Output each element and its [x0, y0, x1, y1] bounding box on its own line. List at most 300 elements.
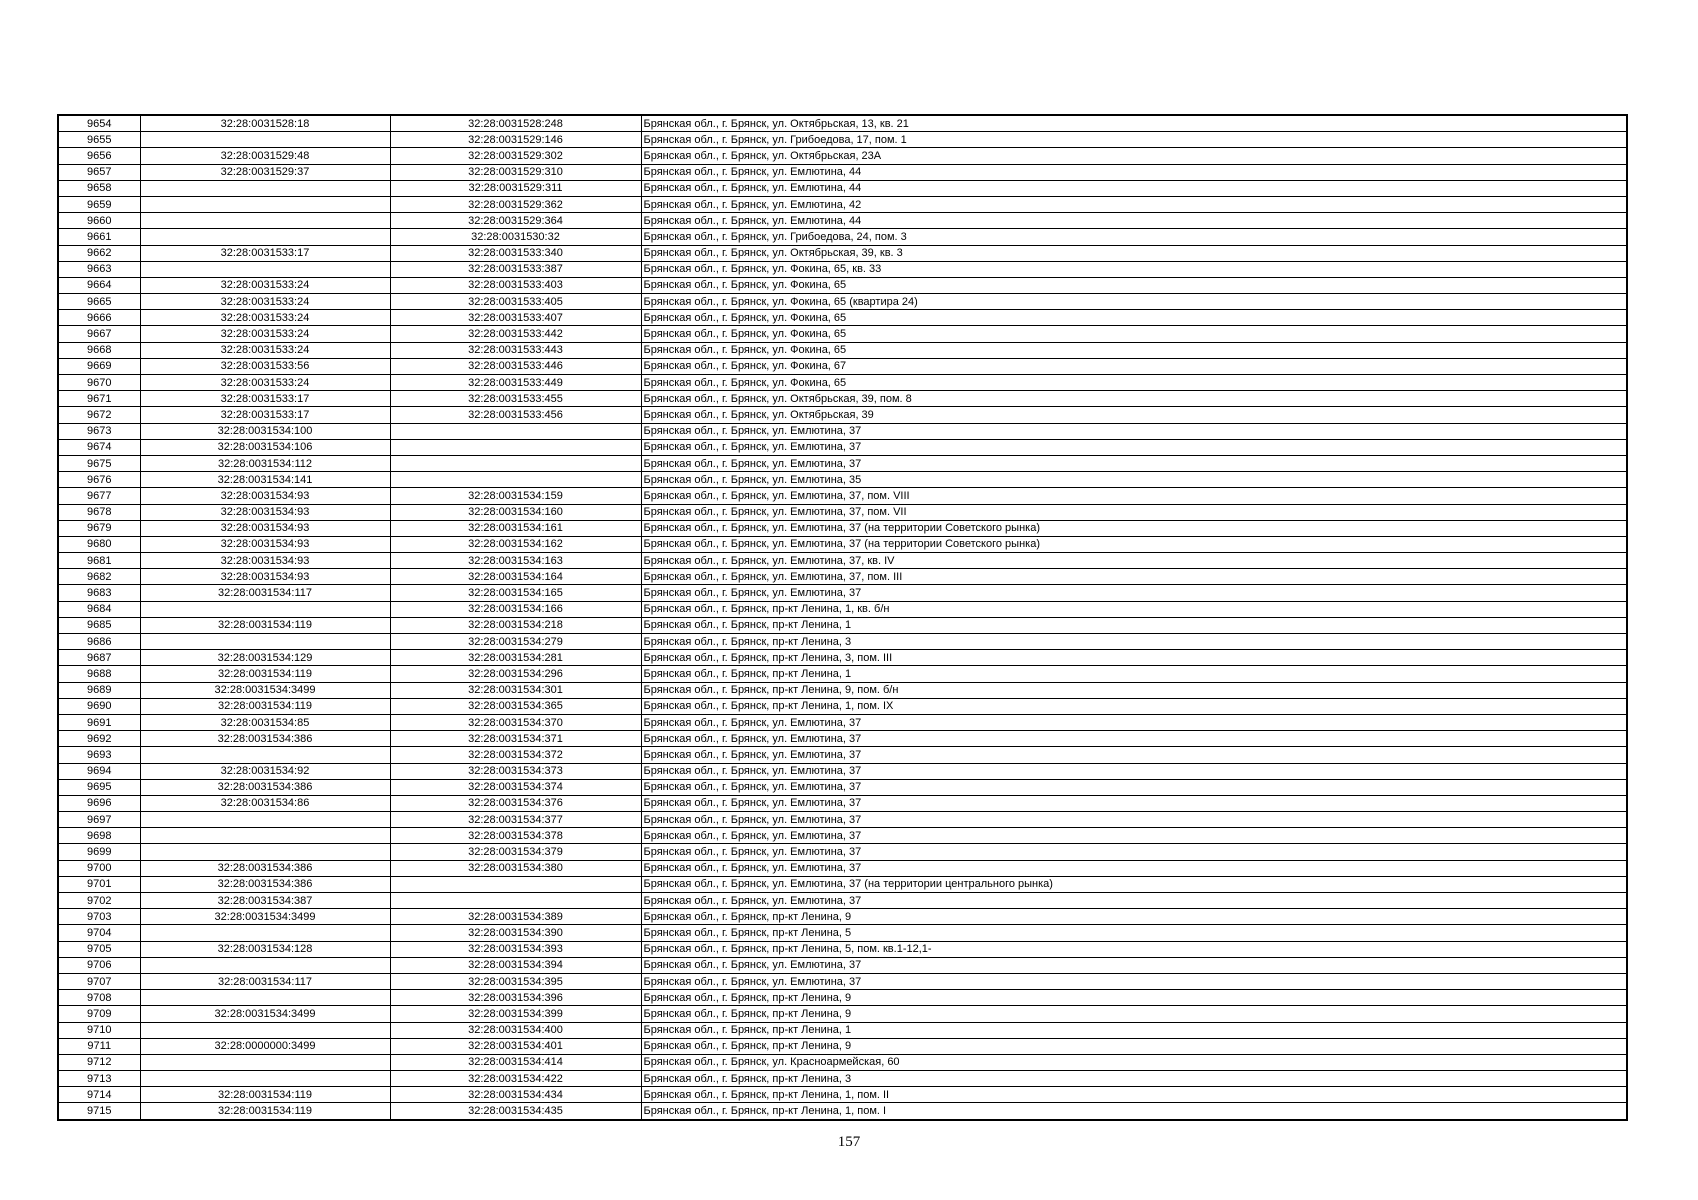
table-row — [58, 407, 1627, 423]
parent-cadastral-number-cell: 32:28:0031533:56 — [140, 358, 390, 374]
parent-cadastral-number-cell: 32:28:0031534:106 — [140, 439, 390, 455]
row-number-cell: 9702 — [58, 893, 140, 909]
cadastral-number-cell — [390, 439, 641, 455]
row-number-cell: 9714 — [58, 1087, 140, 1103]
row-number-cell: 9664 — [58, 277, 140, 293]
row-number-cell: 9690 — [58, 698, 140, 714]
row-number-cell: 9695 — [58, 779, 140, 795]
cadastral-number-cell: 32:28:0031534:379 — [390, 844, 641, 860]
cadastral-number-cell: 32:28:0031533:405 — [390, 294, 641, 310]
table-row — [58, 893, 1627, 909]
cadastral-number-cell: 32:28:0031533:443 — [390, 342, 641, 358]
row-number-cell: 9672 — [58, 407, 140, 423]
parent-cadastral-number-cell — [140, 812, 390, 828]
row-number-cell: 9660 — [58, 213, 140, 229]
cadastral-number-cell: 32:28:0031533:403 — [390, 277, 641, 293]
row-number-cell: 9681 — [58, 553, 140, 569]
address-cell: Брянская обл., г. Брянск, ул. Емлютина, 37 — [641, 957, 1627, 973]
row-number-cell: 9711 — [58, 1038, 140, 1054]
parent-cadastral-number-cell: 32:28:0031534:128 — [140, 941, 390, 957]
address-cell: Брянская обл., г. Брянск, ул. Емлютина, 44 — [641, 164, 1627, 180]
address-cell: Брянская обл., г. Брянск, ул. Емлютина, 37 — [641, 439, 1627, 455]
row-number-cell: 9693 — [58, 747, 140, 763]
parent-cadastral-number-cell: 32:28:0031534:119 — [140, 617, 390, 633]
cadastral-number-cell: 32:28:0031534:281 — [390, 650, 641, 666]
parent-cadastral-number-cell: 32:28:0031529:37 — [140, 164, 390, 180]
address-cell: Брянская обл., г. Брянск, ул. Емлютина, 35 — [641, 472, 1627, 488]
parent-cadastral-number-cell: 32:28:0031534:93 — [140, 553, 390, 569]
cadastral-number-cell: 32:28:0031534:376 — [390, 795, 641, 811]
parent-cadastral-number-cell — [140, 925, 390, 941]
parent-cadastral-number-cell — [140, 132, 390, 148]
table-row — [58, 957, 1627, 973]
table-row — [58, 650, 1627, 666]
table-row — [58, 1038, 1627, 1054]
parent-cadastral-number-cell: 32:28:0031534:112 — [140, 455, 390, 471]
parent-cadastral-number-cell — [140, 213, 390, 229]
cadastral-number-cell: 32:28:0031534:393 — [390, 941, 641, 957]
parent-cadastral-number-cell — [140, 601, 390, 617]
table-row — [58, 763, 1627, 779]
parent-cadastral-number-cell: 32:28:0031534:92 — [140, 763, 390, 779]
parent-cadastral-number-cell: 32:28:0031534:86 — [140, 795, 390, 811]
row-number-cell: 9703 — [58, 909, 140, 925]
table-row — [58, 973, 1627, 989]
cadastral-number-cell: 32:28:0031528:248 — [390, 115, 641, 132]
address-cell: Брянская обл., г. Брянск, ул. Емлютина, 37 — [641, 585, 1627, 601]
row-number-cell: 9675 — [58, 455, 140, 471]
parent-cadastral-number-cell — [140, 990, 390, 1006]
cadastral-number-cell: 32:28:0031534:377 — [390, 812, 641, 828]
address-cell: Брянская обл., г. Брянск, ул. Емлютина, 37, пом. VIII — [641, 488, 1627, 504]
parent-cadastral-number-cell: 32:28:0031533:24 — [140, 342, 390, 358]
parent-cadastral-number-cell — [140, 1054, 390, 1070]
table-row — [58, 261, 1627, 277]
address-cell: Брянская обл., г. Брянск, пр-кт Ленина, 1 — [641, 1022, 1627, 1038]
cadastral-number-cell: 32:28:0031534:279 — [390, 634, 641, 650]
table-row — [58, 326, 1627, 342]
cadastral-number-cell: 32:28:0031533:446 — [390, 358, 641, 374]
cadastral-number-cell: 32:28:0031534:378 — [390, 828, 641, 844]
cadastral-number-cell: 32:28:0031529:146 — [390, 132, 641, 148]
cadastral-number-cell: 32:28:0031534:161 — [390, 520, 641, 536]
parent-cadastral-number-cell: 32:28:0031534:93 — [140, 569, 390, 585]
cadastral-number-cell: 32:28:0031534:394 — [390, 957, 641, 973]
parent-cadastral-number-cell: 32:28:0031534:119 — [140, 666, 390, 682]
cadastral-number-cell: 32:28:0031533:456 — [390, 407, 641, 423]
parent-cadastral-number-cell — [140, 180, 390, 196]
table-row — [58, 488, 1627, 504]
table-row — [58, 909, 1627, 925]
address-cell: Брянская обл., г. Брянск, ул. Фокина, 65 (квартира 24) — [641, 294, 1627, 310]
table-row — [58, 714, 1627, 730]
cadastral-number-cell: 32:28:0031534:218 — [390, 617, 641, 633]
table-row — [58, 844, 1627, 860]
address-cell: Брянская обл., г. Брянск, ул. Емлютина, 44 — [641, 180, 1627, 196]
table-row — [58, 779, 1627, 795]
parent-cadastral-number-cell: 32:28:0031528:18 — [140, 115, 390, 132]
cadastral-number-cell: 32:28:0031534:160 — [390, 504, 641, 520]
row-number-cell: 9666 — [58, 310, 140, 326]
table-row — [58, 115, 1627, 132]
parent-cadastral-number-cell: 32:28:0031533:24 — [140, 326, 390, 342]
cadastral-number-cell: 32:28:0031534:380 — [390, 860, 641, 876]
parent-cadastral-number-cell: 32:28:0031534:386 — [140, 860, 390, 876]
parent-cadastral-number-cell — [140, 1071, 390, 1087]
parent-cadastral-number-cell: 32:28:0031534:100 — [140, 423, 390, 439]
table-row — [58, 1071, 1627, 1087]
table-row — [58, 342, 1627, 358]
table-row — [58, 1054, 1627, 1070]
cadastral-number-cell: 32:28:0031534:372 — [390, 747, 641, 763]
cadastral-number-cell: 32:28:0031534:165 — [390, 585, 641, 601]
parent-cadastral-number-cell: 32:28:0031529:48 — [140, 148, 390, 164]
address-cell: Брянская обл., г. Брянск, ул. Емлютина, 37 (на территории Советского рынка) — [641, 536, 1627, 552]
parent-cadastral-number-cell: 32:28:0031534:3499 — [140, 909, 390, 925]
row-number-cell: 9670 — [58, 375, 140, 391]
table-row — [58, 569, 1627, 585]
parent-cadastral-number-cell: 32:28:0031534:141 — [140, 472, 390, 488]
row-number-cell: 9694 — [58, 763, 140, 779]
cadastral-number-cell — [390, 423, 641, 439]
address-cell: Брянская обл., г. Брянск, пр-кт Ленина, 5, пом. кв.1-12,1- — [641, 941, 1627, 957]
address-cell: Брянская обл., г. Брянск, ул. Фокина, 65, кв. 33 — [641, 261, 1627, 277]
table-row — [58, 245, 1627, 261]
cadastral-number-cell: 32:28:0031533:387 — [390, 261, 641, 277]
address-cell: Брянская обл., г. Брянск, пр-кт Ленина, 9 — [641, 909, 1627, 925]
address-cell: Брянская обл., г. Брянск, ул. Емлютина, 37 — [641, 844, 1627, 860]
address-cell: Брянская обл., г. Брянск, пр-кт Ленина, 1, пом. IX — [641, 698, 1627, 714]
table-row — [58, 294, 1627, 310]
table-row — [58, 277, 1627, 293]
address-cell: Брянская обл., г. Брянск, пр-кт Ленина, 1, пом. II — [641, 1087, 1627, 1103]
row-number-cell: 9661 — [58, 229, 140, 245]
cadastral-number-cell: 32:28:0031534:395 — [390, 973, 641, 989]
table-row — [58, 310, 1627, 326]
cadastral-number-cell: 32:28:0031534:422 — [390, 1071, 641, 1087]
parent-cadastral-number-cell — [140, 957, 390, 973]
row-number-cell: 9665 — [58, 294, 140, 310]
address-cell: Брянская обл., г. Брянск, ул. Емлютина, 37 — [641, 731, 1627, 747]
cadastral-number-cell: 32:28:0031534:390 — [390, 925, 641, 941]
cadastral-number-cell: 32:28:0031534:389 — [390, 909, 641, 925]
cadastral-number-cell: 32:28:0031533:407 — [390, 310, 641, 326]
table-row — [58, 520, 1627, 536]
table-row — [58, 860, 1627, 876]
row-number-cell: 9691 — [58, 714, 140, 730]
table-row — [58, 148, 1627, 164]
parent-cadastral-number-cell — [140, 828, 390, 844]
address-cell: Брянская обл., г. Брянск, ул. Красноармейская, 60 — [641, 1054, 1627, 1070]
row-number-cell: 9700 — [58, 860, 140, 876]
table-row — [58, 472, 1627, 488]
address-cell: Брянская обл., г. Брянск, ул. Емлютина, 37 — [641, 779, 1627, 795]
address-cell: Брянская обл., г. Брянск, ул. Октябрьская, 39, кв. 3 — [641, 245, 1627, 261]
table-row — [58, 391, 1627, 407]
table-row — [58, 585, 1627, 601]
address-cell: Брянская обл., г. Брянск, ул. Емлютина, 37 (на территории Советского рынка) — [641, 520, 1627, 536]
address-cell: Брянская обл., г. Брянск, ул. Емлютина, 37 — [641, 763, 1627, 779]
table-row — [58, 601, 1627, 617]
parent-cadastral-number-cell: 32:28:0031534:386 — [140, 779, 390, 795]
row-number-cell: 9715 — [58, 1103, 140, 1120]
table-row — [58, 795, 1627, 811]
table-row — [58, 423, 1627, 439]
row-number-cell: 9679 — [58, 520, 140, 536]
parent-cadastral-number-cell: 32:28:0031534:93 — [140, 536, 390, 552]
parent-cadastral-number-cell: 32:28:0031534:93 — [140, 504, 390, 520]
row-number-cell: 9704 — [58, 925, 140, 941]
parent-cadastral-number-cell: 32:28:0031534:386 — [140, 731, 390, 747]
row-number-cell: 9657 — [58, 164, 140, 180]
parent-cadastral-number-cell: 32:28:0031534:3499 — [140, 1006, 390, 1022]
cadastral-number-cell: 32:28:0031534:414 — [390, 1054, 641, 1070]
cadastral-number-cell: 32:28:0031534:435 — [390, 1103, 641, 1120]
parent-cadastral-number-cell: 32:28:0031533:17 — [140, 391, 390, 407]
table-row — [58, 164, 1627, 180]
table-row — [58, 925, 1627, 941]
row-number-cell: 9686 — [58, 634, 140, 650]
row-number-cell: 9673 — [58, 423, 140, 439]
row-number-cell: 9692 — [58, 731, 140, 747]
row-number-cell: 9671 — [58, 391, 140, 407]
table-row — [58, 698, 1627, 714]
cadastral-number-cell: 32:28:0031534:401 — [390, 1038, 641, 1054]
address-cell: Брянская обл., г. Брянск, ул. Емлютина, 37 — [641, 747, 1627, 763]
parent-cadastral-number-cell: 32:28:0031533:17 — [140, 245, 390, 261]
address-cell: Брянская обл., г. Брянск, ул. Емлютина, 37 — [641, 714, 1627, 730]
row-number-cell: 9713 — [58, 1071, 140, 1087]
parent-cadastral-number-cell: 32:28:0031534:117 — [140, 973, 390, 989]
address-cell: Брянская обл., г. Брянск, ул. Емлютина, 37 — [641, 828, 1627, 844]
parent-cadastral-number-cell: 32:28:0031534:386 — [140, 876, 390, 892]
cadastral-number-cell: 32:28:0031534:370 — [390, 714, 641, 730]
row-number-cell: 9655 — [58, 132, 140, 148]
address-cell: Брянская обл., г. Брянск, пр-кт Ленина, 9, пом. б/н — [641, 682, 1627, 698]
cadastral-number-cell — [390, 876, 641, 892]
cadastral-number-cell: 32:28:0031534:365 — [390, 698, 641, 714]
row-number-cell: 9654 — [58, 115, 140, 132]
address-cell: Брянская обл., г. Брянск, ул. Емлютина, 37 — [641, 973, 1627, 989]
parent-cadastral-number-cell — [140, 1022, 390, 1038]
row-number-cell: 9680 — [58, 536, 140, 552]
address-cell: Брянская обл., г. Брянск, ул. Октябрьская, 39, пом. 8 — [641, 391, 1627, 407]
row-number-cell: 9689 — [58, 682, 140, 698]
parent-cadastral-number-cell: 32:28:0031533:24 — [140, 294, 390, 310]
cadastral-number-cell: 32:28:0031534:434 — [390, 1087, 641, 1103]
table-row — [58, 617, 1627, 633]
address-cell: Брянская обл., г. Брянск, пр-кт Ленина, 5 — [641, 925, 1627, 941]
row-number-cell: 9663 — [58, 261, 140, 277]
table-row — [58, 1103, 1627, 1120]
row-number-cell: 9677 — [58, 488, 140, 504]
cadastral-number-cell: 32:28:0031534:373 — [390, 763, 641, 779]
row-number-cell: 9656 — [58, 148, 140, 164]
table-row — [58, 375, 1627, 391]
row-number-cell: 9696 — [58, 795, 140, 811]
parent-cadastral-number-cell — [140, 229, 390, 245]
cadastral-number-cell: 32:28:0031529:362 — [390, 196, 641, 212]
row-number-cell: 9699 — [58, 844, 140, 860]
address-cell: Брянская обл., г. Брянск, пр-кт Ленина, 3 — [641, 634, 1627, 650]
table-row — [58, 941, 1627, 957]
row-number-cell: 9685 — [58, 617, 140, 633]
cadastral-number-cell: 32:28:0031534:296 — [390, 666, 641, 682]
address-cell: Брянская обл., г. Брянск, ул. Фокина, 65 — [641, 342, 1627, 358]
address-cell: Брянская обл., г. Брянск, пр-кт Ленина, 3, пом. III — [641, 650, 1627, 666]
cadastral-number-cell: 32:28:0031534:374 — [390, 779, 641, 795]
table-row — [58, 455, 1627, 471]
address-cell: Брянская обл., г. Брянск, ул. Емлютина, 37 (на территории центрального рынка) — [641, 876, 1627, 892]
table-row — [58, 439, 1627, 455]
address-cell: Брянская обл., г. Брянск, ул. Емлютина, 37 — [641, 893, 1627, 909]
table-row — [58, 990, 1627, 1006]
parent-cadastral-number-cell — [140, 634, 390, 650]
parent-cadastral-number-cell: 32:28:0031533:24 — [140, 310, 390, 326]
table-row — [58, 504, 1627, 520]
address-cell: Брянская обл., г. Брянск, ул. Октябрьская, 39 — [641, 407, 1627, 423]
cadastral-number-cell: 32:28:0031534:371 — [390, 731, 641, 747]
address-cell: Брянская обл., г. Брянск, ул. Октябрьская, 23А — [641, 148, 1627, 164]
parent-cadastral-number-cell: 32:28:0031533:24 — [140, 375, 390, 391]
address-cell: Брянская обл., г. Брянск, пр-кт Ленина, 1 — [641, 666, 1627, 682]
cadastral-number-cell: 32:28:0031533:442 — [390, 326, 641, 342]
address-cell: Брянская обл., г. Брянск, ул. Емлютина, 37 — [641, 860, 1627, 876]
table-row — [58, 1087, 1627, 1103]
address-cell: Брянская обл., г. Брянск, ул. Фокина, 65 — [641, 375, 1627, 391]
cadastral-number-cell — [390, 893, 641, 909]
row-number-cell: 9674 — [58, 439, 140, 455]
address-cell: Брянская обл., г. Брянск, ул. Фокина, 65 — [641, 326, 1627, 342]
row-number-cell: 9683 — [58, 585, 140, 601]
address-cell: Брянская обл., г. Брянск, ул. Емлютина, 37 — [641, 455, 1627, 471]
address-cell: Брянская обл., г. Брянск, ул. Фокина, 65 — [641, 310, 1627, 326]
cadastral-number-cell: 32:28:0031529:311 — [390, 180, 641, 196]
cadastral-number-cell: 32:28:0031534:159 — [390, 488, 641, 504]
table-row — [58, 828, 1627, 844]
row-number-cell: 9684 — [58, 601, 140, 617]
cadastral-number-cell: 32:28:0031533:449 — [390, 375, 641, 391]
address-cell: Брянская обл., г. Брянск, ул. Октябрьская, 13, кв. 21 — [641, 115, 1627, 132]
table-row — [58, 666, 1627, 682]
parent-cadastral-number-cell: 32:28:0031534:119 — [140, 1087, 390, 1103]
parent-cadastral-number-cell — [140, 747, 390, 763]
address-cell: Брянская обл., г. Брянск, ул. Емлютина, 44 — [641, 213, 1627, 229]
parent-cadastral-number-cell: 32:28:0031533:24 — [140, 277, 390, 293]
cadastral-number-cell: 32:28:0031534:162 — [390, 536, 641, 552]
table-row — [58, 553, 1627, 569]
row-number-cell: 9688 — [58, 666, 140, 682]
address-cell: Брянская обл., г. Брянск, ул. Емлютина, 37 — [641, 812, 1627, 828]
table-row — [58, 876, 1627, 892]
row-number-cell: 9668 — [58, 342, 140, 358]
cadastral-number-cell: 32:28:0031533:340 — [390, 245, 641, 261]
cadastral-number-cell: 32:28:0031534:399 — [390, 1006, 641, 1022]
cadastral-number-cell: 32:28:0031529:364 — [390, 213, 641, 229]
address-cell: Брянская обл., г. Брянск, пр-кт Ленина, 1 — [641, 617, 1627, 633]
table-row — [58, 132, 1627, 148]
parent-cadastral-number-cell: 32:28:0031534:3499 — [140, 682, 390, 698]
row-number-cell: 9710 — [58, 1022, 140, 1038]
table-row — [58, 196, 1627, 212]
cadastral-number-cell: 32:28:0031534:166 — [390, 601, 641, 617]
row-number-cell: 9662 — [58, 245, 140, 261]
address-cell: Брянская обл., г. Брянск, пр-кт Ленина, 3 — [641, 1071, 1627, 1087]
row-number-cell: 9709 — [58, 1006, 140, 1022]
row-number-cell: 9669 — [58, 358, 140, 374]
row-number-cell: 9698 — [58, 828, 140, 844]
registry-table — [57, 114, 1628, 1121]
address-cell: Брянская обл., г. Брянск, пр-кт Ленина, 9 — [641, 1006, 1627, 1022]
parent-cadastral-number-cell: 32:28:0031533:17 — [140, 407, 390, 423]
table-row — [58, 358, 1627, 374]
parent-cadastral-number-cell: 32:28:0031534:93 — [140, 520, 390, 536]
cadastral-number-cell: 32:28:0031534:396 — [390, 990, 641, 1006]
table-row — [58, 812, 1627, 828]
table-row — [58, 634, 1627, 650]
row-number-cell: 9708 — [58, 990, 140, 1006]
page-number: 157 — [837, 1134, 861, 1150]
row-number-cell: 9707 — [58, 973, 140, 989]
table-row — [58, 213, 1627, 229]
parent-cadastral-number-cell — [140, 844, 390, 860]
cadastral-number-cell: 32:28:0031534:301 — [390, 682, 641, 698]
parent-cadastral-number-cell — [140, 196, 390, 212]
row-number-cell: 9701 — [58, 876, 140, 892]
table-row — [58, 536, 1627, 552]
row-number-cell: 9697 — [58, 812, 140, 828]
cadastral-number-cell: 32:28:0031534:164 — [390, 569, 641, 585]
address-cell: Брянская обл., г. Брянск, пр-кт Ленина, 1, кв. б/н — [641, 601, 1627, 617]
cadastral-number-cell: 32:28:0031533:455 — [390, 391, 641, 407]
address-cell: Брянская обл., г. Брянск, ул. Грибоедова, 17, пом. 1 — [641, 132, 1627, 148]
address-cell: Брянская обл., г. Брянск, ул. Грибоедова, 24, пом. 3 — [641, 229, 1627, 245]
address-cell: Брянская обл., г. Брянск, пр-кт Ленина, 9 — [641, 1038, 1627, 1054]
table-row — [58, 1006, 1627, 1022]
row-number-cell: 9687 — [58, 650, 140, 666]
cadastral-number-cell — [390, 455, 641, 471]
address-cell: Брянская обл., г. Брянск, пр-кт Ленина, 1, пом. I — [641, 1103, 1627, 1120]
parent-cadastral-number-cell: 32:28:0000000:3499 — [140, 1038, 390, 1054]
parent-cadastral-number-cell: 32:28:0031534:119 — [140, 698, 390, 714]
table-row — [58, 180, 1627, 196]
row-number-cell: 9658 — [58, 180, 140, 196]
parent-cadastral-number-cell: 32:28:0031534:129 — [140, 650, 390, 666]
table-row — [58, 229, 1627, 245]
cadastral-number-cell: 32:28:0031530:32 — [390, 229, 641, 245]
table-row — [58, 731, 1627, 747]
row-number-cell: 9676 — [58, 472, 140, 488]
table-row — [58, 682, 1627, 698]
registry-table-body — [58, 115, 1627, 1120]
address-cell: Брянская обл., г. Брянск, ул. Емлютина, 37, пом. VII — [641, 504, 1627, 520]
cadastral-number-cell: 32:28:0031534:163 — [390, 553, 641, 569]
table-row — [58, 747, 1627, 763]
row-number-cell: 9667 — [58, 326, 140, 342]
cadastral-number-cell: 32:28:0031529:310 — [390, 164, 641, 180]
row-number-cell: 9705 — [58, 941, 140, 957]
address-cell: Брянская обл., г. Брянск, пр-кт Ленина, 9 — [641, 990, 1627, 1006]
cadastral-number-cell: 32:28:0031534:400 — [390, 1022, 641, 1038]
row-number-cell: 9682 — [58, 569, 140, 585]
address-cell: Брянская обл., г. Брянск, ул. Емлютина, 37 — [641, 795, 1627, 811]
row-number-cell: 9706 — [58, 957, 140, 973]
address-cell: Брянская обл., г. Брянск, ул. Емлютина, 37 — [641, 423, 1627, 439]
parent-cadastral-number-cell: 32:28:0031534:119 — [140, 1103, 390, 1120]
address-cell: Брянская обл., г. Брянск, ул. Емлютина, 37, пом. III — [641, 569, 1627, 585]
row-number-cell: 9659 — [58, 196, 140, 212]
address-cell: Брянская обл., г. Брянск, ул. Фокина, 65 — [641, 277, 1627, 293]
